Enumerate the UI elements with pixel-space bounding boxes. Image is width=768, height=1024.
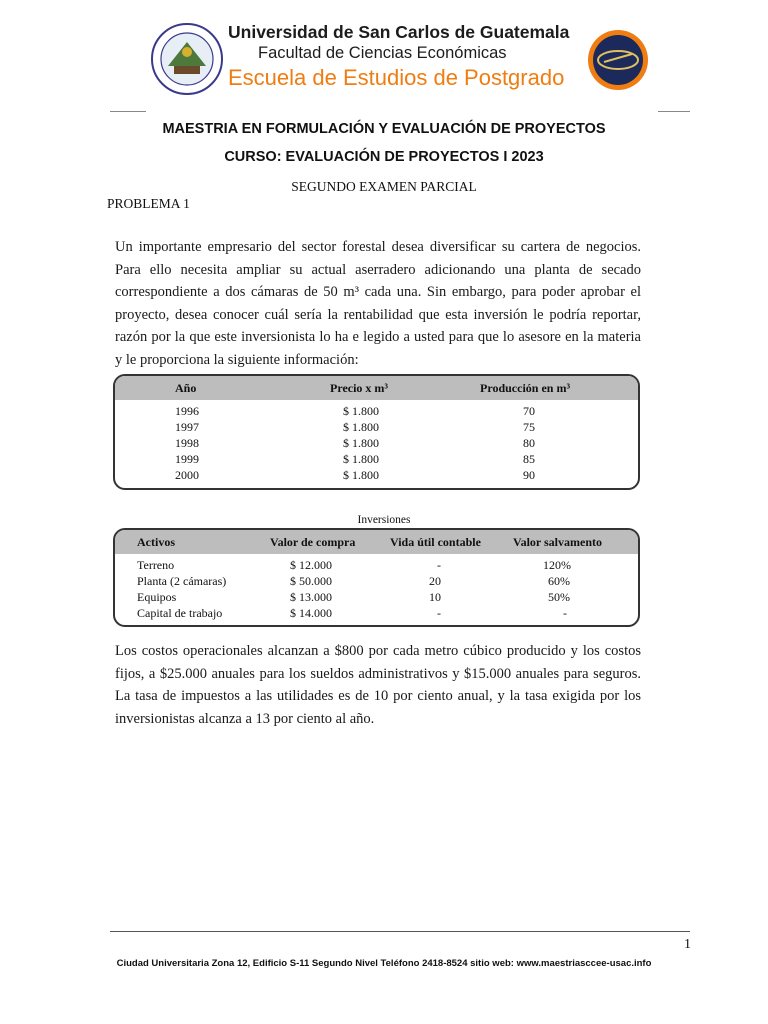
table-row [115, 606, 638, 622]
table-row [115, 590, 638, 606]
footer-address: Ciudad Universitaria Zona 12, Edificio S-11 Segundo Nivel Teléfono 2418-8524 sitio web: www.maestriasccee-usac.info [116, 958, 652, 969]
cell-production: 85 [523, 452, 535, 466]
table-header [115, 376, 638, 400]
header-divider-right [658, 111, 690, 112]
exam-title: SEGUNDO EXAMEN PARCIAL [291, 179, 477, 194]
header-production: Producción en m³ [480, 381, 571, 395]
cell-year: 1999 [175, 452, 199, 466]
cell-life: 20 [429, 574, 441, 588]
cell-price: $ 1.800 [343, 452, 379, 466]
cell-price: $ 1.800 [343, 468, 379, 482]
university-name: Universidad de San Carlos de Guatemala [228, 22, 570, 42]
cell-salvage: 60% [548, 574, 570, 588]
cell-purchase: $ 12.000 [290, 558, 332, 572]
cell-salvage: - [563, 606, 567, 620]
header-price: Precio x m³ [330, 381, 389, 395]
cell-purchase: $ 13.000 [290, 590, 332, 604]
page-number: 1 [684, 937, 691, 952]
cell-year: 1996 [175, 404, 199, 418]
table-row [115, 420, 638, 436]
cell-price: $ 1.800 [343, 436, 379, 450]
footer-divider [110, 931, 690, 932]
faculty-name: Facultad de Ciencias Económicas [258, 44, 507, 62]
cell-production: 90 [523, 468, 535, 482]
cell-price: $ 1.800 [343, 420, 379, 434]
table-row [115, 468, 638, 484]
table-row [115, 558, 638, 574]
investment-table [113, 528, 640, 627]
header-purchase-value: Valor de compra [270, 535, 356, 549]
cell-asset: Planta (2 cámaras) [137, 574, 227, 588]
header-assets: Activos [137, 535, 175, 549]
cell-salvage: 120% [543, 558, 571, 572]
header-useful-life: Vida útil contable [390, 535, 481, 549]
cost-statement: Los costos operacionales alcanzan a $800 por cada metro cúbico producido y los costos fijos, a $25.000 anuales para los sueldos administrativos y $15.000 anuales para seguros. La tasa de impuestos a las utilidades es de 10 por ciento anual, y la tasa exigida por los inversionistas alcanza a 13 por ciento al año. [115, 643, 641, 727]
usac-seal-icon [150, 22, 224, 96]
cell-life: 10 [429, 590, 441, 604]
table-row [115, 574, 638, 590]
course-title: CURSO: EVALUACIÓN DE PROYECTOS I 2023 [224, 149, 544, 165]
program-title: MAESTRIA EN FORMULACIÓN Y EVALUACIÓN DE PROYECTOS [162, 121, 606, 137]
cell-purchase: $ 14.000 [290, 606, 332, 620]
cell-production: 70 [523, 404, 535, 418]
cell-salvage: 50% [548, 590, 570, 604]
cell-asset: Capital de trabajo [137, 606, 223, 620]
problem-label: PROBLEMA 1 [107, 196, 190, 211]
header-divider-left [110, 111, 146, 112]
cell-year: 1998 [175, 436, 199, 450]
cell-life: - [437, 606, 441, 620]
cell-asset: Terreno [137, 558, 175, 572]
header-year: Año [175, 381, 197, 395]
cell-asset: Equipos [137, 590, 177, 604]
cell-production: 80 [523, 436, 535, 450]
table-row [115, 404, 638, 420]
table-row [115, 436, 638, 452]
cell-production: 75 [523, 420, 535, 434]
table-header [115, 530, 638, 554]
postgrado-logo-icon [586, 24, 650, 96]
cell-life: - [437, 558, 441, 572]
investment-table-title: Inversiones [357, 514, 411, 526]
cell-price: $ 1.800 [343, 404, 379, 418]
school-name: Escuela de Estudios de Postgrado [228, 65, 565, 90]
table-row [115, 452, 638, 468]
cell-year: 2000 [175, 468, 199, 482]
production-table [113, 374, 640, 490]
problem-statement: Un importante empresario del sector forestal desea diversificar su cartera de negocios. Para ello necesita ampliar su actual aserradero adicionando una planta de secado correspondiente a dos cámaras de 50 m³ cada una. Sin embargo, para poder aprobar el proyecto, desea conocer cuál sería la rentabilidad que esta inversión le podría reportar, razón por la que este inversionista lo ha e legido a usted para que lo asesore en la materia y le proporciona la siguiente información: [115, 239, 641, 368]
header-salvage-value: Valor salvamento [513, 535, 603, 549]
cell-year: 1997 [175, 420, 199, 434]
letterhead [150, 18, 650, 100]
cell-purchase: $ 50.000 [290, 574, 332, 588]
